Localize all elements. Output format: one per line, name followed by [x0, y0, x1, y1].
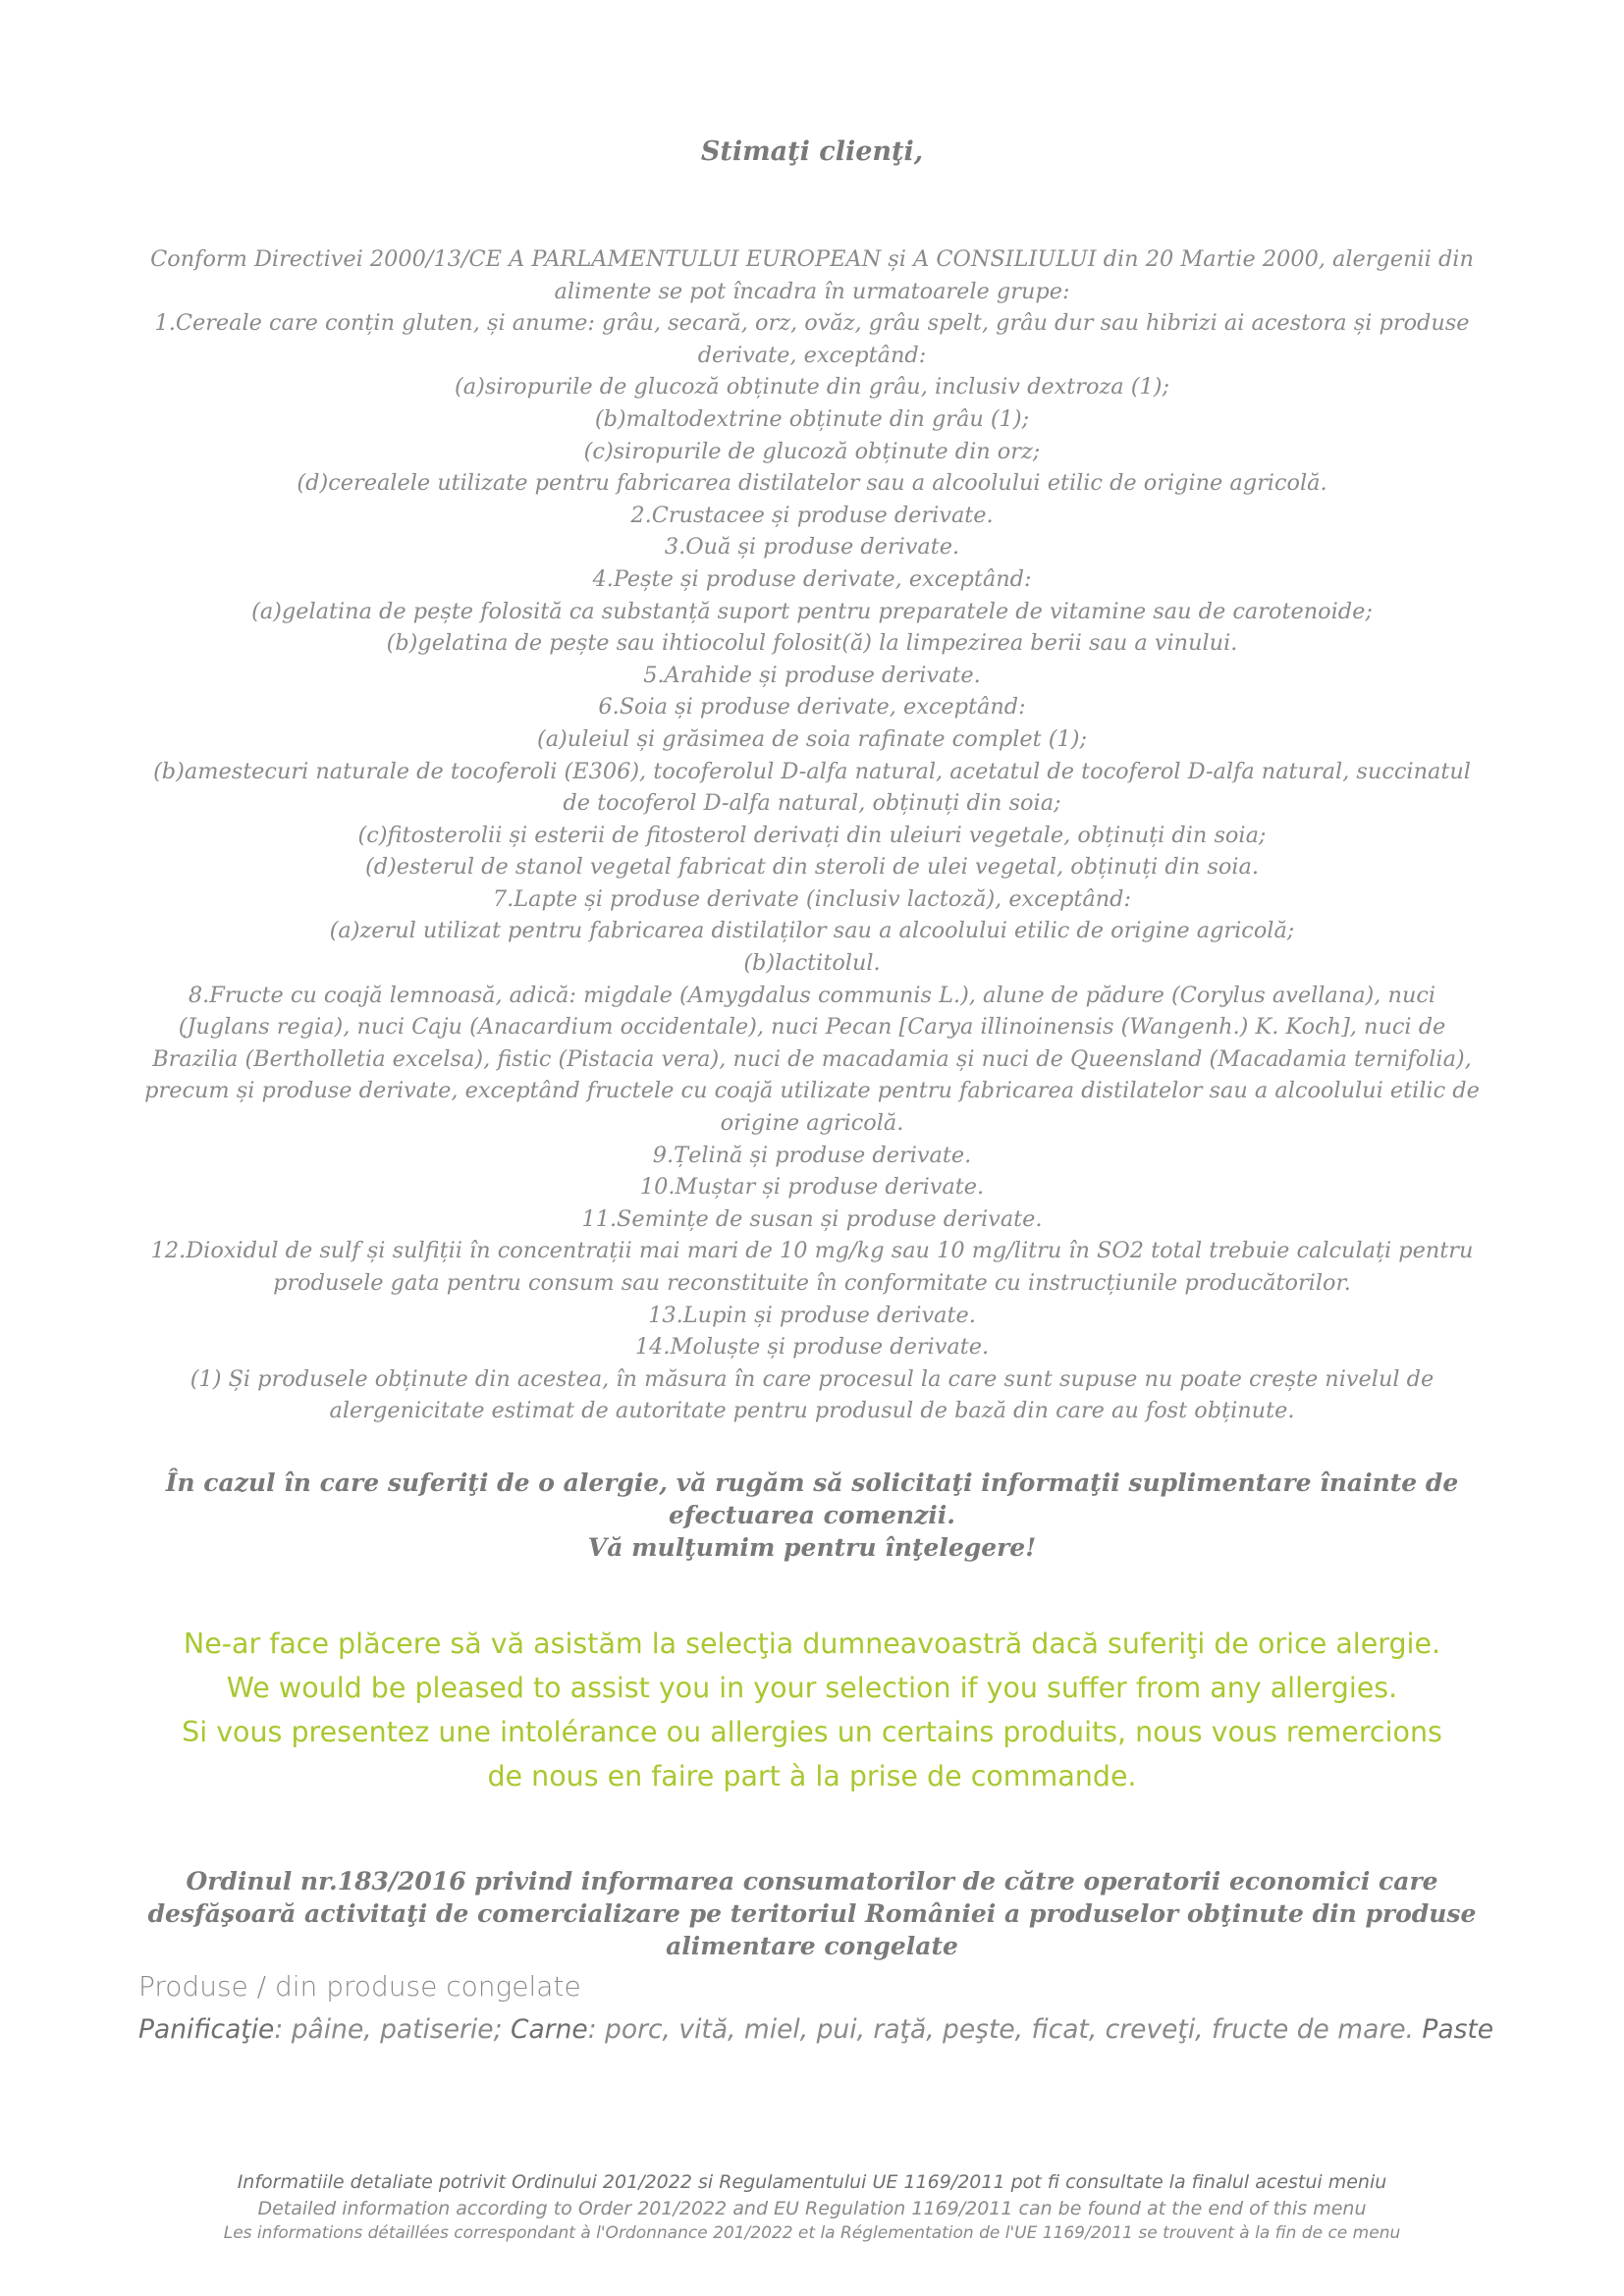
allergen-list [128, 243, 1496, 1427]
assist-line-en: We would be pleased to assist you in your selection if you suffer from any allergies. [226, 1672, 1398, 1704]
allergen-line: (d)cerealele utilizate pentru fabricarea distilatelor sau a alcoolului etilic de origine agricolă. [297, 470, 1327, 497]
allergen-line: (Juglans regia), nuci Caju (Anacardium occidentale), nuci Pecan [Carya illinoinensis (Wangenh.) K. Koch], nuci de [178, 1014, 1446, 1041]
note-line: efectuarea comenzii. [668, 1501, 956, 1529]
footer-line-ro: Informatiile detaliate potrivit Ordinului 201/2022 si Regulamentului UE 1169/2011 pot fi consultate la finalul acestui meniu [237, 2171, 1387, 2193]
allergen-line: 12.Dioxidul de sulf și sulfiții în concentrații mai mari de 10 mg/kg sau 10 mg/litru în SO2 total trebuie calculați pentru [150, 1238, 1474, 1264]
frozen-category-pasta: Paste [1422, 2014, 1494, 2045]
allergen-line: (c)siropurile de glucoză obținute din orz; [583, 438, 1041, 464]
note-line: Vă mulţumim pentru înţelegere! [587, 1533, 1037, 1562]
note-line: În cazul în care suferiţi de o alergie, vă rugăm să solicitaţi informaţii suplimentare înainte de [165, 1468, 1459, 1497]
allergen-line: alergenicitate estimat de autoritate pentru produsul de bază din care au fost obținute. [329, 1398, 1295, 1424]
allergen-line: 3.Ouă și produse derivate. [664, 534, 960, 561]
allergen-line: (b)maltodextrine obținute din grâu (1); [594, 405, 1030, 432]
allergen-line: 10.Muștar și produse derivate. [639, 1174, 985, 1201]
footer-line-fr: Les informations détaillées correspondant à l'Ordonnance 201/2022 et la Réglementation de l'UE 1169/2011 se trouvent à la fin de ce menu [223, 2223, 1401, 2243]
assist-line-fr-cont: de nous en faire part à la prise de commande. [487, 1760, 1137, 1792]
allergen-line: (a)zerul utilizat pentru fabricarea distilaților sau a alcoolului etilic de origine agricolă; [329, 918, 1295, 944]
allergen-line: precum și produse derivate, exceptând fructele cu coajă utilizate pentru fabricarea distilatelor sau a alcoolului etilic de [144, 1078, 1480, 1104]
frozen-category-items: : porc, vită, miel, pui, raţă, peşte, ficat, creveţi, fructe de mare. [587, 2014, 1423, 2045]
allergy-request-note [128, 1467, 1496, 1564]
page-footer [0, 2169, 1624, 2246]
allergen-line: 1.Cereale care conțin gluten, și anume: grâu, secară, orz, ovăz, grâu spelt, grâu dur sau hibrizi ai acestora și produse [154, 310, 1470, 337]
frozen-products-heading: Produse / din produse congelate [138, 1970, 581, 2002]
allergen-line: 7.Lapte și produse derivate (inclusiv lactoză), exceptând: [492, 885, 1132, 912]
frozen-category-items: : pâine, patiserie; [274, 2014, 511, 2045]
allergen-line: (b)lactitolul. [743, 950, 881, 977]
multilingual-assist-message [79, 1622, 1545, 1798]
frozen-category-bakery: Panificaţie [138, 2014, 275, 2045]
footer-line-en: Detailed information according to Order 201/2022 and EU Regulation 1169/2011 can be found at the end of this menu [257, 2198, 1367, 2219]
order-line: alimentare congelate [666, 1932, 958, 1960]
allergen-line: produsele gata pentru consum sau reconstituite în conformitate cu instrucțiunile producătorilor. [273, 1270, 1351, 1296]
assist-line-fr: Si vous presentez une intolérance ou allergies un certains produits, nous vous remercions [182, 1716, 1442, 1748]
allergen-line: (c)fitosterolii și esterii de fitosterol derivați din uleiuri vegetale, obținuți din soia; [357, 822, 1267, 848]
frozen-products-list [138, 2012, 1572, 2048]
allergen-line: 9.Țelină și produse derivate. [652, 1142, 972, 1168]
allergen-line: (d)esterul de stanol vegetal fabricat din steroli de ulei vegetal, obținuți din soia. [364, 854, 1259, 881]
allergen-line: 6.Soia și produse derivate, exceptând: [598, 694, 1026, 721]
assist-line-ro: Ne-ar face plăcere să vă asistăm la selecţia dumneavoastră dacă suferiţi de orice alergie. [183, 1628, 1441, 1660]
allergen-line: de tocoferol D-alfa natural, obținuți din soia; [563, 790, 1061, 817]
allergen-line: (1) Și produsele obținute din acestea, în măsura în care procesul la care sunt supuse nu poate crește nivelul de [189, 1365, 1435, 1392]
allergen-line: origine agricolă. [720, 1110, 904, 1137]
allergen-line: (b)gelatina de pește sau ihtiocolul folosit(ă) la limpezirea berii sau a vinului. [386, 630, 1238, 657]
allergen-line: derivate, exceptând: [697, 342, 927, 368]
allergen-line: (a)uleiul și grăsimea de soia rafinate complet (1); [536, 725, 1088, 752]
allergen-line: 4.Pește și produse derivate, exceptând: [592, 565, 1032, 592]
allergen-line: 11.Semințe de susan și produse derivate. [581, 1205, 1043, 1232]
allergen-line: Conform Directivei 2000/13/CE A PARLAMENTULUI EUROPEAN și A CONSILIULUI din 20 Martie 2000, alergenii din [150, 246, 1474, 272]
allergen-line: 2.Crustacee și produse derivate. [630, 502, 994, 528]
allergen-line: 8.Fructe cu coajă lemnoasă, adică: migdale (Amygdalus communis L.), alune de pădure (Corylus avellana), nuci [188, 982, 1436, 1008]
frozen-category-meat: Carne [510, 2014, 588, 2045]
order-line: desfăşoară activitaţi de comercializare pe teritoriul României a produselor obţinute din produse [147, 1899, 1477, 1928]
order-line: Ordinul nr.183/2016 privind informarea consumatorilor de către operatorii economici care [186, 1867, 1438, 1896]
allergen-line: alimente se pot încadra în urmatoarele grupe: [554, 278, 1070, 304]
allergen-line: 14.Moluște și produse derivate. [634, 1334, 990, 1361]
allergen-line: (a)gelatina de pește folosită ca substanță suport pentru preparatele de vitamine sau de carotenoide; [251, 598, 1373, 624]
allergen-line: (a)siropurile de glucoză obținute din grâu, inclusiv dextroza (1); [455, 374, 1169, 400]
allergen-line: 13.Lupin și produse derivate. [648, 1302, 976, 1328]
greeting-heading: Stimaţi clienţi, [700, 136, 924, 167]
allergen-line: 5.Arahide și produse derivate. [643, 662, 981, 688]
allergen-line: Brazilia (Bertholletia excelsa), fistic (Pistacia vera), nuci de macadamia și nuci de Queensland (Macadamia ternifolia), [152, 1045, 1472, 1072]
allergen-line: (b)amestecuri naturale de tocoferoli (E306), tocoferolul D-alfa natural, acetatul de tocoferol D-alfa natural, succinatul [153, 758, 1471, 784]
frozen-products-order-title [128, 1865, 1496, 1962]
